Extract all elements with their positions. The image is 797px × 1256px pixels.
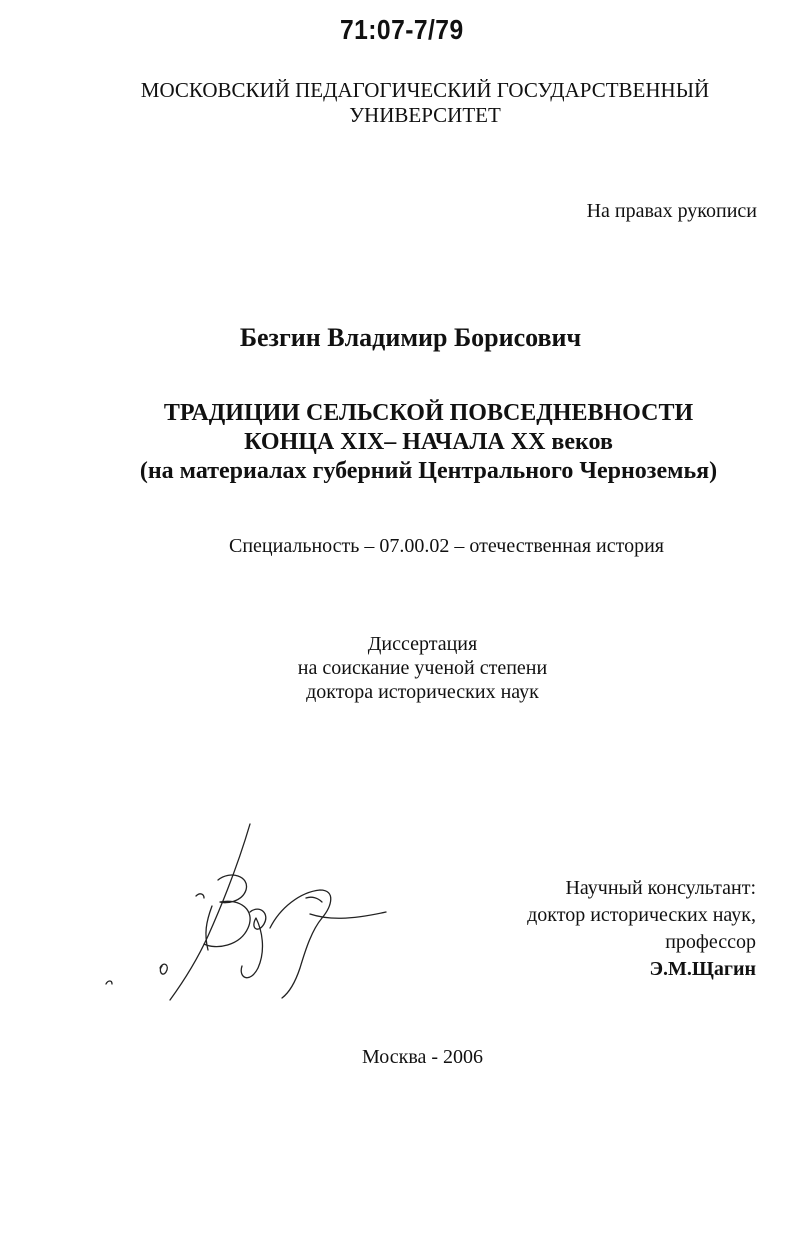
degree-line-2: на соискание ученой степени — [297, 657, 548, 679]
university-name — [20, 78, 797, 128]
consultant-degree: доктор исторических наук, — [527, 904, 756, 926]
title-line-3: (на материалах губерний Центрального Черноземья) — [139, 458, 718, 484]
consultant-heading: Научный консультант: — [565, 877, 756, 899]
university-line-1: МОСКОВСКИЙ ПЕДАГОГИЧЕСКИЙ ГОСУДАРСТВЕННЫЙ — [140, 78, 710, 102]
degree-line-3: доктора исторических наук — [306, 681, 539, 703]
specialty-line: Специальность – 07.00.02 – отечественная история — [229, 535, 664, 557]
university-line-2: УНИВЕРСИТЕТ — [349, 103, 501, 127]
consultant-name: Э.М.Щагин — [649, 958, 756, 980]
author-name: Безгин Владимир Борисович — [239, 323, 582, 352]
city-year: Москва - 2006 — [361, 1046, 484, 1068]
consultant-rank: профессор — [665, 931, 756, 953]
dissertation-title — [30, 399, 797, 486]
title-line-1: ТРАДИЦИИ СЕЛЬСКОЙ ПОВСЕДНЕВНОСТИ — [163, 400, 694, 426]
degree-statement — [24, 632, 797, 704]
title-line-2: КОНЦА XIX– НАЧАЛА XX веков — [244, 429, 613, 455]
rights-note: На правах рукописи — [586, 200, 757, 222]
scientific-consultant — [527, 875, 756, 983]
call-number: 71:07-7/79 — [340, 14, 464, 45]
handwritten-signature — [100, 818, 400, 1008]
degree-line-1: Диссертация — [367, 633, 478, 655]
